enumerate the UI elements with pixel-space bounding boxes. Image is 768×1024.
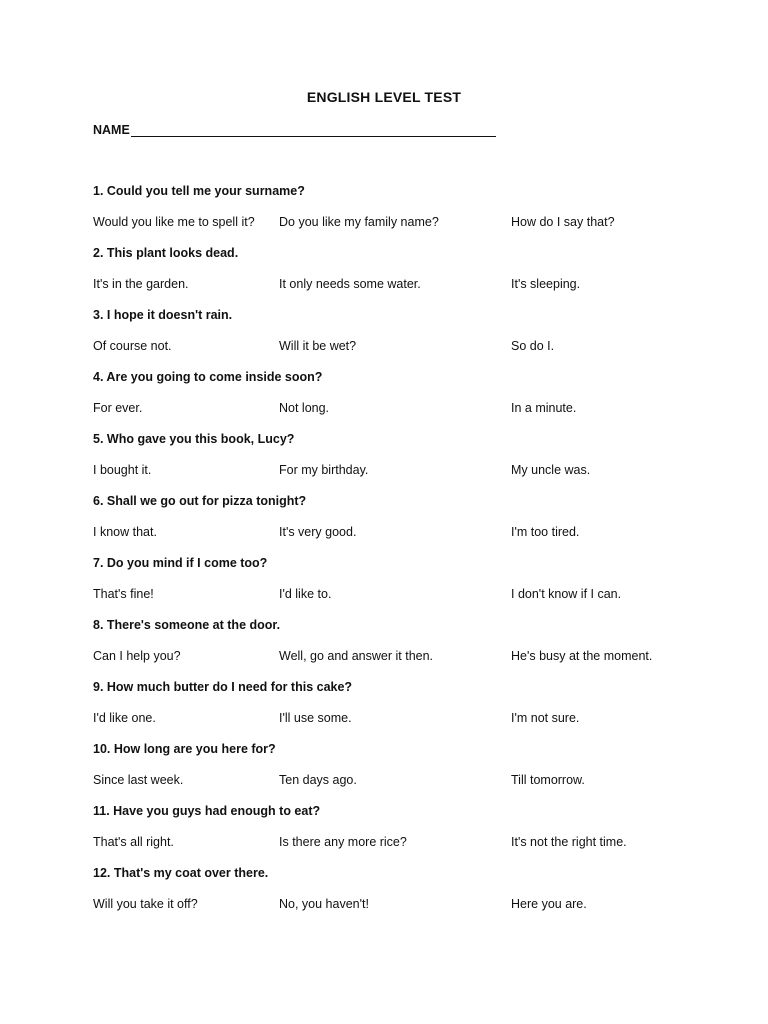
answer-option-a: Can I help you?	[93, 649, 181, 663]
answer-options	[93, 897, 733, 915]
question-text: 2. This plant looks dead.	[93, 246, 239, 260]
answer-option-a: For ever.	[93, 401, 143, 415]
answer-option-c: So do I.	[511, 339, 555, 353]
question-item	[93, 370, 733, 432]
question-text: 4. Are you going to come inside soon?	[93, 370, 323, 384]
answer-options	[93, 773, 733, 791]
question-item	[93, 804, 733, 866]
question-text: 7. Do you mind if I come too?	[93, 556, 268, 570]
question-item	[93, 618, 733, 680]
answer-option-b: It only needs some water.	[279, 277, 421, 291]
question-text: 3. I hope it doesn't rain.	[93, 308, 233, 322]
question-item	[93, 308, 733, 370]
answer-option-a: Of course not.	[93, 339, 172, 353]
answer-option-a: Will you take it off?	[93, 897, 198, 911]
answer-option-b: It's very good.	[279, 525, 357, 539]
answer-options	[93, 711, 733, 729]
question-text: 9. How much butter do I need for this cake?	[93, 680, 353, 694]
name-field	[93, 122, 496, 137]
answer-option-b: Not long.	[279, 401, 330, 415]
answer-options	[93, 401, 733, 419]
question-item	[93, 494, 733, 556]
answer-option-b: I'll use some.	[279, 711, 352, 725]
name-blank-line	[131, 122, 496, 137]
answer-options	[93, 525, 733, 543]
answer-option-c: In a minute.	[511, 401, 577, 415]
answer-options	[93, 463, 733, 481]
answer-options	[93, 277, 733, 295]
answer-option-a: That's fine!	[93, 587, 154, 601]
answer-option-c: My uncle was.	[511, 463, 591, 477]
question-item	[93, 742, 733, 804]
answer-option-c: He's busy at the moment.	[511, 649, 653, 663]
answer-option-b: Well, go and answer it then.	[279, 649, 434, 663]
answer-options	[93, 339, 733, 357]
answer-option-b: Ten days ago.	[279, 773, 357, 787]
question-text: 5. Who gave you this book, Lucy?	[93, 432, 295, 446]
question-text: 10. How long are you here for?	[93, 742, 276, 756]
answer-options	[93, 587, 733, 605]
answer-option-b: I'd like to.	[279, 587, 332, 601]
answer-option-c: I don't know if I can.	[511, 587, 622, 601]
answer-option-b: Will it be wet?	[279, 339, 357, 353]
question-text: 11. Have you guys had enough to eat?	[93, 804, 321, 818]
name-label: NAME	[93, 123, 130, 137]
answer-options	[93, 649, 733, 667]
answer-option-c: Here you are.	[511, 897, 587, 911]
question-list	[93, 184, 733, 928]
answer-option-c: Till tomorrow.	[511, 773, 585, 787]
answer-option-b: Do you like my family name?	[279, 215, 439, 229]
question-text: 12. That's my coat over there.	[93, 866, 269, 880]
answer-option-a: I bought it.	[93, 463, 152, 477]
question-item	[93, 184, 733, 246]
answer-option-a: Since last week.	[93, 773, 184, 787]
answer-option-a: I'd like one.	[93, 711, 156, 725]
question-item	[93, 556, 733, 618]
answer-option-a: I know that.	[93, 525, 157, 539]
answer-option-a: Would you like me to spell it?	[93, 215, 255, 229]
answer-options	[93, 835, 733, 853]
answer-option-a: That's all right.	[93, 835, 174, 849]
answer-option-a: It's in the garden.	[93, 277, 189, 291]
question-text: 1. Could you tell me your surname?	[93, 184, 305, 198]
answer-option-c: It's sleeping.	[511, 277, 581, 291]
answer-option-c: I'm too tired.	[511, 525, 580, 539]
question-text: 6. Shall we go out for pizza tonight?	[93, 494, 307, 508]
question-item	[93, 432, 733, 494]
answer-option-c: I'm not sure.	[511, 711, 580, 725]
answer-option-c: It's not the right time.	[511, 835, 627, 849]
page-title: ENGLISH LEVEL TEST	[306, 89, 462, 105]
answer-option-c: How do I say that?	[511, 215, 615, 229]
question-item	[93, 866, 733, 928]
question-item	[93, 246, 733, 308]
answer-option-b: Is there any more rice?	[279, 835, 407, 849]
answer-option-b: No, you haven't!	[279, 897, 369, 911]
question-text: 8. There's someone at the door.	[93, 618, 281, 632]
answer-options	[93, 215, 733, 233]
answer-option-b: For my birthday.	[279, 463, 369, 477]
question-item	[93, 680, 733, 742]
